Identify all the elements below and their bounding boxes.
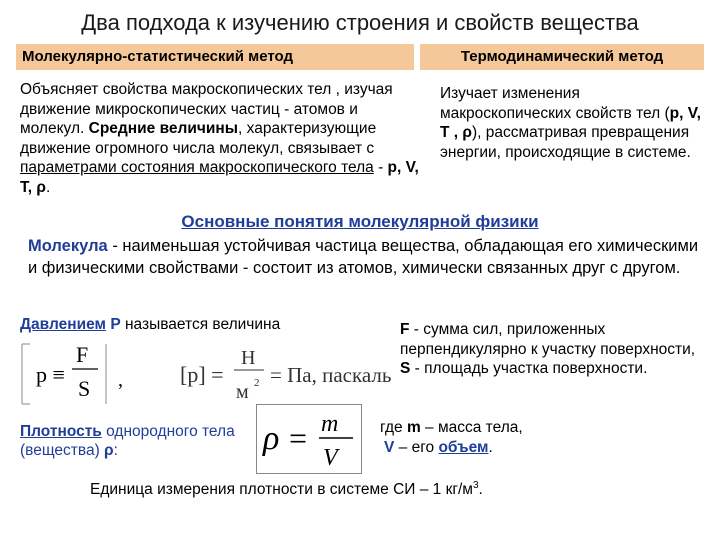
density-variables <box>380 418 680 458</box>
density-formula <box>257 405 361 473</box>
density-denominator: V <box>323 445 338 471</box>
unit-rhs: = Па, паскаль <box>270 363 392 387</box>
pressure-numerator: F <box>76 342 89 367</box>
right-method-header: Термодинамический метод <box>420 44 704 70</box>
where-text: где <box>380 419 407 436</box>
molecule-def: - наименьшая устойчивая частица вещества, обладающая его химическими и физическими свойствами - состоит из атомов, химически связанных друг с другом. <box>28 237 699 277</box>
density-symbol: ρ <box>104 442 114 459</box>
density-term: Плотность <box>20 423 102 440</box>
unit-end: . <box>478 481 483 499</box>
area-line <box>400 359 710 379</box>
unit-denominator: м <box>236 381 249 403</box>
pressure-symbol: P <box>110 316 121 333</box>
density-definition <box>20 422 250 460</box>
left-para-params: p, V, T, ρ <box>20 159 419 196</box>
unit-exp: 3 <box>472 480 479 491</box>
thermodynamic-method-description <box>440 84 710 162</box>
force-line <box>400 320 710 359</box>
density-unit-line <box>90 480 483 499</box>
unit-exponent: 2 <box>254 377 260 389</box>
left-para-text-3: , характеризующие движение огромного числа молекул, связывает с <box>20 120 377 157</box>
pressure-lhs: p ≡ <box>36 362 65 387</box>
left-method-header: Молекулярно-статистический метод <box>16 44 414 70</box>
right-para-text-1: Изучает изменения макроскопических свойств тел ( <box>440 85 670 122</box>
mass-symbol: m <box>406 419 421 436</box>
volume-line <box>384 438 680 458</box>
page-title: Два подхода к изучению строения и свойств вещества <box>81 10 639 35</box>
right-para-text-3: ), рассматривая превращения энергии, происходящие в системе. <box>440 124 691 161</box>
force-symbol: F <box>400 321 410 338</box>
unit-lhs: [p] = <box>180 362 224 387</box>
left-para-end: . <box>45 178 51 196</box>
pressure-rest: называется величина <box>120 316 281 333</box>
left-para-text-1: Объясняет свойства макроскопических тел , изучая движение микроскопических частиц - атомов и молекул. <box>20 81 393 137</box>
volume-symbol: V <box>384 439 395 456</box>
area-symbol: S <box>400 360 411 377</box>
pressure-definition <box>20 316 280 334</box>
force-area-description <box>400 320 710 379</box>
unit-text: Единица измерения плотности в системе СИ – 1 кг/м <box>90 481 473 499</box>
density-lhs: ρ <box>263 420 280 457</box>
unit-numerator: Н <box>241 347 256 369</box>
density-eq: = <box>289 420 308 456</box>
left-para-state-params: параметрами состояния макроскопического тела <box>20 159 374 176</box>
density-rest: однородного тела (вещества) <box>20 423 235 459</box>
pressure-term: Давлением <box>20 316 107 333</box>
pressure-comma: , <box>118 369 123 391</box>
molecule-definition <box>28 236 708 279</box>
left-para-dash: - <box>373 159 388 176</box>
molecule-term: Молекула <box>28 237 108 255</box>
left-para-bold-avg: Средние величины <box>88 120 239 137</box>
mass-text: – масса тела, <box>420 419 523 436</box>
density-formula-box <box>256 404 362 474</box>
area-text: - площадь участка поверхности. <box>410 360 648 377</box>
section-heading: Основные понятия молекулярной физики <box>181 212 539 231</box>
right-para-params: p, V, T , ρ <box>440 104 701 141</box>
mass-line <box>380 418 680 438</box>
force-text: - сумма сил, приложенных перпендикулярно к участку поверхности, <box>400 321 696 358</box>
volume-end: . <box>488 439 493 456</box>
density-colon: : <box>113 442 118 459</box>
molecular-method-description <box>20 80 420 197</box>
density-numerator: m <box>321 411 339 437</box>
volume-text: – его <box>394 439 439 456</box>
pressure-denominator: S <box>78 376 91 401</box>
volume-word: объем <box>438 439 489 456</box>
